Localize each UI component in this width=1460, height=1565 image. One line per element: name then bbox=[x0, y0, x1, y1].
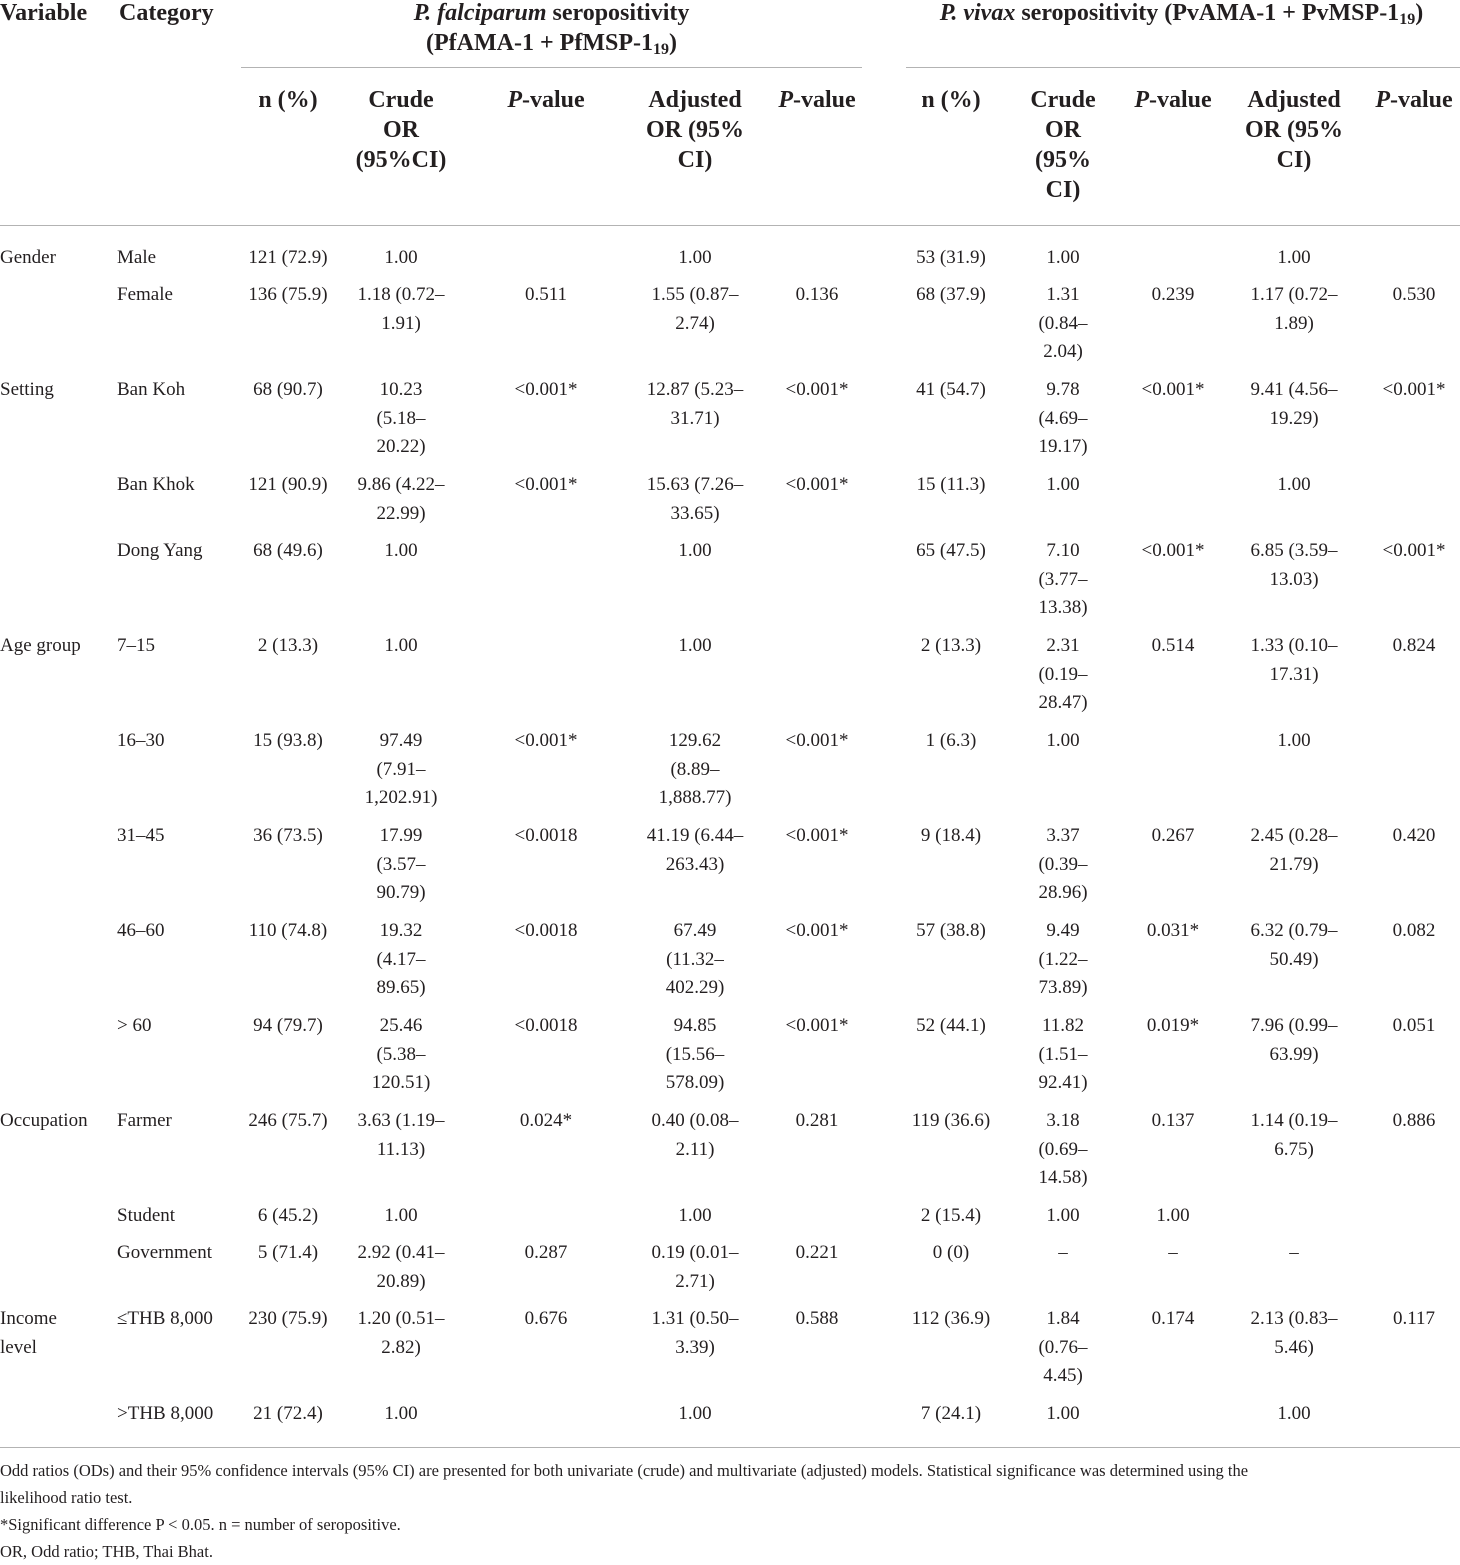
cell-category: Ban Khok bbox=[117, 474, 195, 495]
cell-pf-adjusted-or: 1.00 bbox=[678, 540, 712, 561]
cell-pf-crude-or: 1.18 (0.72– 1.91) bbox=[357, 284, 445, 334]
header-pf-adjusted: Adjusted OR (95% CI) bbox=[646, 87, 744, 173]
cell-pv-adjusted-or: 6.32 (0.79– 50.49) bbox=[1250, 920, 1338, 970]
cell-pf-adjusted-or: 1.00 bbox=[678, 1403, 712, 1424]
cell-pv-crude-or: 1.00 bbox=[1046, 247, 1080, 268]
cell-pv-n: 53 (31.9) bbox=[916, 247, 986, 268]
cell-pv-crude-pvalue: <0.001* bbox=[1141, 379, 1205, 400]
cell-category: Female bbox=[117, 284, 173, 305]
cell-pv-crude-or: 1.00 bbox=[1046, 474, 1080, 495]
header-pf-pvalue-1: P-value bbox=[507, 87, 585, 113]
cell-pf-crude-pvalue: 0.676 bbox=[524, 1308, 568, 1329]
cell-pv-n: 15 (11.3) bbox=[916, 474, 986, 495]
cell-pv-adjusted-pvalue: 0.886 bbox=[1392, 1110, 1436, 1131]
cell-pf-crude-or: 10.23 (5.18– 20.22) bbox=[376, 379, 426, 457]
cell-pf-adjusted-pvalue: <0.001* bbox=[785, 825, 849, 846]
cell-pf-adjusted-pvalue: <0.001* bbox=[785, 379, 849, 400]
cell-pf-crude-pvalue: <0.0018 bbox=[514, 825, 578, 846]
cell-pf-adjusted-or: 94.85 (15.56– 578.09) bbox=[665, 1015, 725, 1093]
cell-pf-crude-or: 9.86 (4.22– 22.99) bbox=[357, 474, 445, 524]
cell-pf-adjusted-or: 1.31 (0.50– 3.39) bbox=[651, 1308, 739, 1358]
cell-pv-n: 112 (36.9) bbox=[911, 1308, 991, 1329]
cell-category: >THB 8,000 bbox=[117, 1403, 214, 1424]
header-pv-pvalue-2: P-value bbox=[1375, 87, 1453, 113]
cell-pv-n: 68 (37.9) bbox=[916, 284, 986, 305]
header-pf-pvalue-2: P-value bbox=[778, 87, 856, 113]
cell-pv-n: 41 (54.7) bbox=[916, 379, 986, 400]
cell-pv-crude-or: 11.82 (1.51– 92.41) bbox=[1038, 1015, 1088, 1093]
cell-pf-crude-pvalue: <0.0018 bbox=[514, 920, 578, 941]
cell-pf-n: 5 (71.4) bbox=[257, 1242, 319, 1263]
cell-pv-crude-pvalue: 0.514 bbox=[1151, 635, 1195, 656]
cell-pv-n: 2 (13.3) bbox=[920, 635, 982, 656]
cell-pv-adjusted-pvalue: 0.051 bbox=[1392, 1015, 1436, 1036]
pv-species-name: P. vivax bbox=[939, 0, 1016, 26]
cell-category: ≤THB 8,000 bbox=[117, 1308, 213, 1329]
cell-pv-n: 52 (44.1) bbox=[916, 1015, 986, 1036]
cell-pv-crude-pvalue: – bbox=[1168, 1242, 1178, 1263]
cell-category: Male bbox=[117, 247, 157, 268]
cell-pv-n: 1 (6.3) bbox=[925, 730, 977, 751]
cell-pf-n: 6 (45.2) bbox=[257, 1205, 319, 1226]
cell-pf-crude-pvalue: 0.024* bbox=[519, 1110, 573, 1131]
cell-pf-crude-or: 1.00 bbox=[384, 635, 418, 656]
header-pf-group: P. falciparum seropositivity (PfAMA-1 + PfMSP-$1_{19}$) bbox=[413, 0, 690, 58]
header-pv-crude: Crude OR (95% CI) bbox=[1030, 87, 1096, 203]
cell-pf-adjusted-or: 129.62 (8.89– 1,888.77) bbox=[658, 730, 732, 808]
cell-pv-adjusted-or: 2.45 (0.28– 21.79) bbox=[1250, 825, 1338, 875]
cell-pv-adjusted-pvalue: <0.001* bbox=[1382, 540, 1446, 561]
cell-pf-crude-or: 19.32 (4.17– 89.65) bbox=[376, 920, 426, 998]
cell-pv-adjusted-or: 1.14 (0.19– 6.75) bbox=[1250, 1110, 1338, 1160]
cell-pv-crude-pvalue: 0.267 bbox=[1151, 825, 1195, 846]
cell-pv-crude-pvalue: 0.239 bbox=[1151, 284, 1195, 305]
cell-pv-n: 65 (47.5) bbox=[916, 540, 986, 561]
cell-pv-crude-pvalue: 0.174 bbox=[1151, 1308, 1195, 1329]
cell-pv-crude-or: 3.18 (0.69– 14.58) bbox=[1038, 1110, 1088, 1188]
cell-category: 16–30 bbox=[117, 730, 165, 751]
cell-category: 46–60 bbox=[117, 920, 165, 941]
cell-pf-crude-or: 1.00 bbox=[384, 1205, 418, 1226]
pf-species-name: P. falciparum bbox=[413, 0, 547, 26]
cell-pv-adjusted-pvalue: 0.420 bbox=[1392, 825, 1436, 846]
cell-pv-adjusted-or: 1.00 bbox=[1277, 247, 1311, 268]
cell-pf-adjusted-or: 1.55 (0.87– 2.74) bbox=[651, 284, 739, 334]
cell-pf-adjusted-pvalue: 0.221 bbox=[795, 1242, 839, 1263]
cell-category: 31–45 bbox=[117, 825, 165, 846]
cell-pv-crude-or: 1.84 (0.76– 4.45) bbox=[1038, 1308, 1088, 1386]
cell-pv-adjusted-pvalue: 0.117 bbox=[1392, 1308, 1436, 1329]
cell-pf-crude-pvalue: <0.001* bbox=[514, 730, 578, 751]
cell-pv-adjusted-or: 1.17 (0.72– 1.89) bbox=[1250, 284, 1338, 334]
cell-pf-crude-pvalue: <0.0018 bbox=[514, 1015, 578, 1036]
cell-pf-crude-or: 17.99 (3.57– 90.79) bbox=[376, 825, 426, 903]
cell-variable: Occupation bbox=[0, 1110, 88, 1131]
cell-pf-adjusted-pvalue: <0.001* bbox=[785, 474, 849, 495]
cell-variable: Gender bbox=[0, 247, 56, 268]
footnote-1: Odd ratios (ODs) and their 95% confidence intervals (95% CI) are presented for both univariate (crude) and multivariate (adjusted) models. Statistical significance was determined using the bbox=[0, 1461, 1249, 1480]
header-pv-n: n (%) bbox=[921, 87, 981, 113]
cell-category: Student bbox=[117, 1205, 176, 1226]
cell-category: > 60 bbox=[117, 1015, 152, 1036]
cell-pf-adjusted-pvalue: <0.001* bbox=[785, 920, 849, 941]
cell-pv-adjusted-pvalue: <0.001* bbox=[1382, 379, 1446, 400]
cell-pv-crude-or: 1.31 (0.84– 2.04) bbox=[1038, 284, 1088, 362]
cell-pf-adjusted-or: 1.00 bbox=[678, 1205, 712, 1226]
cell-pf-adjusted-pvalue: 0.588 bbox=[795, 1308, 839, 1329]
cell-pv-crude-pvalue: 0.019* bbox=[1146, 1015, 1200, 1036]
cell-pv-adjusted-or: 1.00 bbox=[1277, 474, 1311, 495]
cell-pv-adjusted-or: 9.41 (4.56– 19.29) bbox=[1250, 379, 1338, 429]
cell-pf-n: 136 (75.9) bbox=[248, 284, 328, 305]
cell-category: Dong Yang bbox=[117, 540, 203, 561]
cell-category: 7–15 bbox=[117, 635, 155, 656]
cell-pf-adjusted-pvalue: <0.001* bbox=[785, 1015, 849, 1036]
cell-pv-adjusted-pvalue: 0.082 bbox=[1392, 920, 1436, 941]
header-pv-pvalue-1: P-value bbox=[1134, 87, 1212, 113]
cell-variable: Age group bbox=[0, 635, 81, 656]
cell-pv-adjusted-pvalue: 0.530 bbox=[1392, 284, 1436, 305]
footnote-2: likelihood ratio test. bbox=[0, 1488, 133, 1507]
cell-pf-adjusted-pvalue: 0.136 bbox=[795, 284, 839, 305]
cell-pf-crude-or: 1.20 (0.51– 2.82) bbox=[357, 1308, 445, 1358]
cell-pv-crude-pvalue: 0.031* bbox=[1146, 920, 1200, 941]
cell-pf-n: 230 (75.9) bbox=[248, 1308, 328, 1329]
cell-pf-n: 15 (93.8) bbox=[253, 730, 323, 751]
cell-pf-crude-pvalue: 0.511 bbox=[524, 284, 568, 305]
cell-pf-n: 68 (90.7) bbox=[253, 379, 323, 400]
pv-group-rule bbox=[906, 67, 1460, 68]
header-category: Category bbox=[119, 0, 214, 26]
cell-pf-crude-or: 25.46 (5.38– 120.51) bbox=[371, 1015, 431, 1093]
cell-category: Farmer bbox=[117, 1110, 172, 1131]
cell-pv-crude-or: 9.78 (4.69– 19.17) bbox=[1038, 379, 1088, 457]
header-pv-adjusted: Adjusted OR (95% CI) bbox=[1245, 87, 1343, 173]
cell-pv-n: 7 (24.1) bbox=[920, 1403, 982, 1424]
cell-variable: Income level bbox=[0, 1308, 57, 1358]
cell-pf-crude-or: 1.00 bbox=[384, 540, 418, 561]
cell-pv-adjusted-or: 1.00 bbox=[1277, 1403, 1311, 1424]
cell-pf-n: 121 (90.9) bbox=[248, 474, 328, 495]
header-pf-n: n (%) bbox=[258, 87, 318, 113]
cell-pv-crude-pvalue: 0.137 bbox=[1151, 1110, 1195, 1131]
cell-pf-crude-or: 97.49 (7.91– 1,202.91) bbox=[364, 730, 438, 808]
header-variable: Variable bbox=[0, 0, 88, 26]
cell-pv-crude-or: 1.00 bbox=[1046, 730, 1080, 751]
cell-pv-crude-or: 1.00 bbox=[1046, 1403, 1080, 1424]
header-pf-crude: Crude OR (95%CI) bbox=[355, 87, 447, 173]
cell-pv-adjusted-or: – bbox=[1289, 1242, 1299, 1263]
cell-pf-n: 68 (49.6) bbox=[253, 540, 323, 561]
cell-pf-adjusted-pvalue: 0.281 bbox=[795, 1110, 839, 1131]
cell-pf-crude-pvalue: <0.001* bbox=[514, 474, 578, 495]
cell-pv-n: 2 (15.4) bbox=[920, 1205, 982, 1226]
cell-pv-crude-or: 7.10 (3.77– 13.38) bbox=[1038, 540, 1088, 618]
footnote-4: OR, Odd ratio; THB, Thai Bhat. bbox=[0, 1542, 213, 1561]
cell-pv-adjusted-or: 2.13 (0.83– 5.46) bbox=[1250, 1308, 1338, 1358]
cell-pf-crude-or: 1.00 bbox=[384, 1403, 418, 1424]
cell-category: Government bbox=[117, 1242, 212, 1263]
cell-category: Ban Koh bbox=[117, 379, 186, 400]
cell-pv-n: 57 (38.8) bbox=[916, 920, 986, 941]
cell-pf-adjusted-or: 67.49 (11.32– 402.29) bbox=[665, 920, 725, 998]
cell-pv-adjusted-pvalue: 0.824 bbox=[1392, 635, 1436, 656]
cell-pf-n: 246 (75.7) bbox=[248, 1110, 328, 1131]
cell-pf-adjusted-or: 1.00 bbox=[678, 635, 712, 656]
header-pv-group: P. vivax seropositivity (PvAMA-1 + PvMSP-$1_{19}$) bbox=[939, 0, 1424, 28]
pf-group-rule bbox=[241, 67, 862, 68]
cell-pv-adjusted-or: 1.33 (0.10– 17.31) bbox=[1250, 635, 1338, 685]
header-rule bbox=[0, 225, 1460, 226]
cell-pf-adjusted-or: 0.40 (0.08– 2.11) bbox=[651, 1110, 739, 1160]
cell-pf-n: 94 (79.7) bbox=[253, 1015, 323, 1036]
cell-pf-crude-pvalue: 0.287 bbox=[524, 1242, 568, 1263]
cell-pf-adjusted-or: 0.19 (0.01– 2.71) bbox=[651, 1242, 739, 1292]
cell-pv-n: 9 (18.4) bbox=[920, 825, 982, 846]
footnote-3: *Significant difference P < 0.05. n = number of seropositive. bbox=[0, 1515, 401, 1534]
cell-pf-n: 36 (73.5) bbox=[253, 825, 323, 846]
cell-pf-n: 2 (13.3) bbox=[257, 635, 319, 656]
cell-pv-adjusted-or: 1.00 bbox=[1277, 730, 1311, 751]
cell-pv-n: 0 (0) bbox=[932, 1242, 970, 1263]
bottom-rule bbox=[0, 1447, 1460, 1448]
cell-pf-adjusted-or: 1.00 bbox=[678, 247, 712, 268]
cell-pf-crude-pvalue: <0.001* bbox=[514, 379, 578, 400]
cell-pf-adjusted-or: 12.87 (5.23– 31.71) bbox=[646, 379, 744, 429]
cell-pv-n: 119 (36.6) bbox=[911, 1110, 991, 1131]
cell-pv-crude-or: 9.49 (1.22– 73.89) bbox=[1038, 920, 1088, 998]
cell-pf-n: 121 (72.9) bbox=[248, 247, 328, 268]
cell-pv-crude-or: – bbox=[1058, 1242, 1068, 1263]
cell-pv-crude-pvalue: 1.00 bbox=[1156, 1205, 1190, 1226]
cell-pv-adjusted-or: 6.85 (3.59– 13.03) bbox=[1250, 540, 1338, 590]
cell-pf-adjusted-or: 15.63 (7.26– 33.65) bbox=[646, 474, 744, 524]
cell-pf-crude-or: 2.92 (0.41– 20.89) bbox=[357, 1242, 445, 1292]
cell-pf-n: 21 (72.4) bbox=[253, 1403, 323, 1424]
cell-pf-adjusted-pvalue: <0.001* bbox=[785, 730, 849, 751]
cell-pv-crude-or: 2.31 (0.19– 28.47) bbox=[1038, 635, 1088, 713]
cell-variable: Setting bbox=[0, 379, 54, 400]
cell-pf-crude-or: 1.00 bbox=[384, 247, 418, 268]
cell-pv-adjusted-or: 7.96 (0.99– 63.99) bbox=[1250, 1015, 1338, 1065]
cell-pv-crude-or: 1.00 bbox=[1046, 1205, 1080, 1226]
cell-pf-n: 110 (74.8) bbox=[248, 920, 328, 941]
cell-pv-crude-or: 3.37 (0.39– 28.96) bbox=[1038, 825, 1088, 903]
cell-pf-crude-or: 3.63 (1.19– 11.13) bbox=[357, 1110, 445, 1160]
cell-pv-crude-pvalue: <0.001* bbox=[1141, 540, 1205, 561]
cell-pf-adjusted-or: 41.19 (6.44– 263.43) bbox=[646, 825, 744, 875]
